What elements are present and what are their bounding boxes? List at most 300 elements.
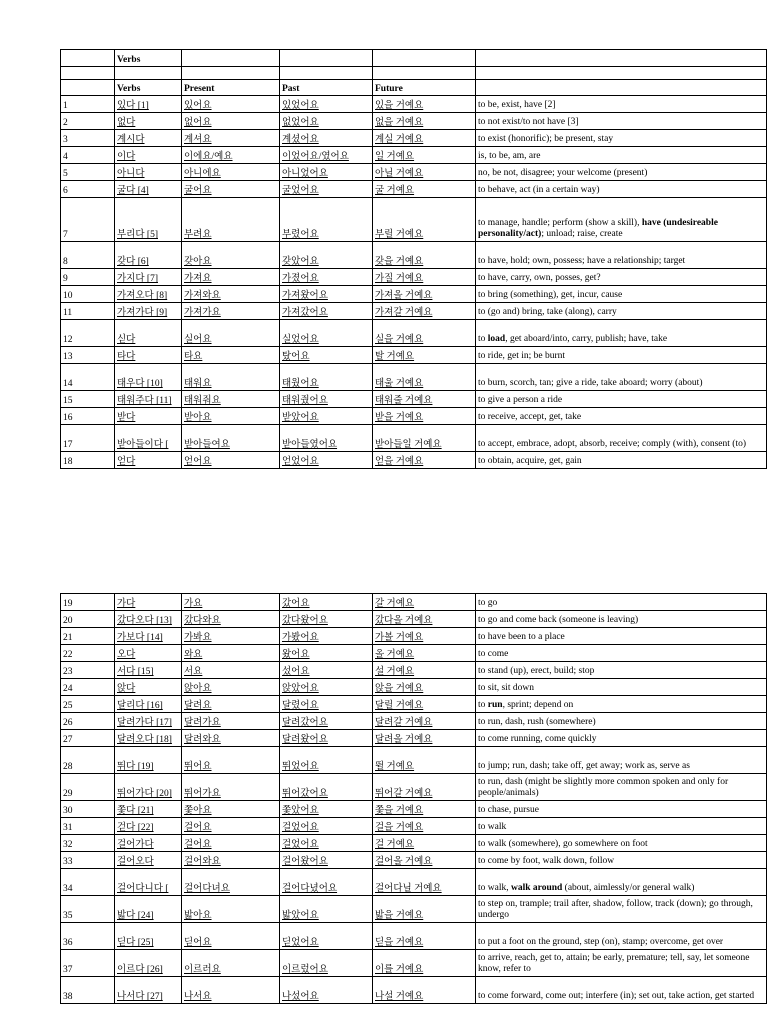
meaning-cell — [476, 391, 767, 408]
past-cell: 탔어요 — [280, 347, 373, 364]
meaning-text: to have been to a place — [478, 632, 565, 642]
meaning-cell — [476, 181, 767, 198]
meaning-text: to have, carry, own, posses, get? — [478, 273, 601, 283]
future-cell: 올 거예요 — [373, 645, 476, 662]
verb-cell: 부리다 [5] — [115, 198, 182, 242]
row-number-cell: 12 — [61, 320, 115, 347]
verb-row — [61, 774, 767, 801]
present-cell: 걸어다녀요 — [182, 869, 280, 896]
future-cell: 걸어올 거예요 — [373, 852, 476, 869]
present-cell: 받아요 — [182, 408, 280, 425]
past-cell: 달려왔어요 — [280, 730, 373, 747]
verb-row — [61, 713, 767, 730]
verb-cell: 가져오다 [8] — [115, 286, 182, 303]
verb-cell: 갔다오다 [13] — [115, 611, 182, 628]
past-cell: 걸어왔어요 — [280, 852, 373, 869]
meaning-cell — [476, 96, 767, 113]
future-cell: 없을 거예요 — [373, 113, 476, 130]
meaning-text: have (undesireable personality/act) — [478, 218, 718, 239]
present-cell: 받아들여요 — [182, 425, 280, 452]
row-number-cell: 35 — [61, 896, 115, 923]
verb-cell: 뛰어가다 [20] — [115, 774, 182, 801]
present-cell: 갔다와요 — [182, 611, 280, 628]
future-cell: 굴 거예요 — [373, 181, 476, 198]
meaning-text: to walk (somewhere), go somewhere on foot — [478, 839, 648, 849]
row-number-cell: 16 — [61, 408, 115, 425]
meaning-cell — [476, 628, 767, 645]
meaning-text: , sprint; depend on — [502, 700, 574, 710]
present-cell: 딛어요 — [182, 923, 280, 950]
meaning-cell — [476, 950, 767, 977]
future-cell: 가볼 거예요 — [373, 628, 476, 645]
verb-cell: 갖다 [6] — [115, 242, 182, 269]
future-cell: 쫓을 거예요 — [373, 801, 476, 818]
row-number-cell: 7 — [61, 198, 115, 242]
verb-row — [61, 364, 767, 391]
row-number-cell: 3 — [61, 130, 115, 147]
verb-cell: 앉다 — [115, 679, 182, 696]
row-number-cell: 21 — [61, 628, 115, 645]
meaning-cell — [476, 594, 767, 611]
meaning-cell — [476, 896, 767, 923]
future-cell: 이를 거예요 — [373, 950, 476, 977]
present-cell: 이에요/예요 — [182, 147, 280, 164]
verb-row — [61, 198, 767, 242]
past-cell: 계셨어요 — [280, 130, 373, 147]
present-cell: 얻어요 — [182, 452, 280, 469]
past-cell: 없었어요 — [280, 113, 373, 130]
row-number-cell: 22 — [61, 645, 115, 662]
verb-row — [61, 269, 767, 286]
meaning-cell — [476, 662, 767, 679]
meaning-cell — [476, 286, 767, 303]
verb-cell: 걷다 [22] — [115, 818, 182, 835]
row-number-cell: 17 — [61, 425, 115, 452]
meaning-text: to jump; run, dash; take off, get away; work as, serve as — [478, 761, 690, 771]
present-cell: 뛰어요 — [182, 747, 280, 774]
meaning-cell — [476, 818, 767, 835]
meaning-text: to put a foot on the ground, step (on), stamp; overcome, get over — [478, 937, 724, 947]
meaning-text: to receive, accept, get, take — [478, 412, 582, 422]
past-cell: 앉았어요 — [280, 679, 373, 696]
present-cell: 와요 — [182, 645, 280, 662]
meaning-cell — [476, 303, 767, 320]
verb-cell: 받아들이다 [ — [115, 425, 182, 452]
meaning-text: to stand (up), erect, build; stop — [478, 666, 595, 676]
past-cell: 굴었어요 — [280, 181, 373, 198]
past-cell: 걸었어요 — [280, 835, 373, 852]
row-number-cell: 37 — [61, 950, 115, 977]
meaning-text: to burn, scorch, tan; give a ride, take aboard; worry (about) — [478, 378, 703, 388]
present-cell: 가져와요 — [182, 286, 280, 303]
meaning-text: run — [487, 700, 503, 710]
verb-cell: 태우다 [10] — [115, 364, 182, 391]
future-cell: 달려올 거예요 — [373, 730, 476, 747]
title-row — [61, 50, 767, 67]
present-cell: 갖아요 — [182, 242, 280, 269]
past-cell: 달렸어요 — [280, 696, 373, 713]
meaning-cell — [476, 869, 767, 896]
past-cell: 밟았어요 — [280, 896, 373, 923]
future-cell: 설 거예요 — [373, 662, 476, 679]
verb-row — [61, 923, 767, 950]
verb-cell: 아니다 — [115, 164, 182, 181]
verb-row — [61, 286, 767, 303]
past-cell: 부렸어요 — [280, 198, 373, 242]
verb-row — [61, 452, 767, 469]
meaning-cell — [476, 425, 767, 452]
meaning-text: to come running, come quickly — [478, 734, 597, 744]
past-cell: 가봤어요 — [280, 628, 373, 645]
meaning-cell — [476, 242, 767, 269]
meaning-cell — [476, 679, 767, 696]
verb-cell: 딛다 [25] — [115, 923, 182, 950]
past-cell: 태웠어요 — [280, 364, 373, 391]
past-cell: 갔어요 — [280, 594, 373, 611]
meaning-text: to walk — [478, 822, 507, 832]
verb-row — [61, 852, 767, 869]
column-header-past: Past — [280, 80, 373, 96]
present-cell: 이르러요 — [182, 950, 280, 977]
future-cell: 얻을 거예요 — [373, 452, 476, 469]
verb-cell: 싣다 — [115, 320, 182, 347]
verb-row — [61, 113, 767, 130]
meaning-text: to chase, pursue — [478, 805, 539, 815]
row-number-cell: 19 — [61, 594, 115, 611]
column-header-future: Future — [373, 80, 476, 96]
meaning-text: ; unload; raise, create — [541, 229, 623, 239]
future-cell: 달릴 거예요 — [373, 696, 476, 713]
row-number-cell: 29 — [61, 774, 115, 801]
column-header-present: Present — [182, 80, 280, 96]
meaning-cell — [476, 713, 767, 730]
meaning-cell — [476, 347, 767, 364]
past-cell: 나섰어요 — [280, 977, 373, 1004]
meaning-text: to have, hold; own, possess; have a relationship; target — [478, 256, 686, 266]
past-cell: 섰어요 — [280, 662, 373, 679]
row-number-cell: 2 — [61, 113, 115, 130]
verb-cell: 달려오다 [18] — [115, 730, 182, 747]
past-cell: 이었어요/였어요 — [280, 147, 373, 164]
verb-cell: 받다 — [115, 408, 182, 425]
future-cell: 태워줄 거예요 — [373, 391, 476, 408]
future-cell: 일 거예요 — [373, 147, 476, 164]
row-number-cell: 25 — [61, 696, 115, 713]
meaning-text: (about, aimlessly/or general walk) — [562, 883, 695, 893]
verb-row — [61, 818, 767, 835]
verb-cell: 계시다 — [115, 130, 182, 147]
verb-cell: 얻다 — [115, 452, 182, 469]
meaning-text: to accept, embrace, adopt, absorb, receive; comply (with), consent (to) — [478, 439, 747, 449]
future-cell: 뛸 거예요 — [373, 747, 476, 774]
verb-cell: 가지다 [7] — [115, 269, 182, 286]
row-number-cell: 5 — [61, 164, 115, 181]
meaning-text: to run, dash, rush (somewhere) — [478, 717, 596, 727]
present-cell: 쫓아요 — [182, 801, 280, 818]
verb-row — [61, 242, 767, 269]
past-cell: 이르렀어요 — [280, 950, 373, 977]
meaning-text: to obtain, acquire, get, gain — [478, 456, 582, 466]
present-cell: 뛰어가요 — [182, 774, 280, 801]
past-cell: 받았어요 — [280, 408, 373, 425]
verb-row — [61, 320, 767, 347]
row-number-cell: 15 — [61, 391, 115, 408]
present-cell: 밟아요 — [182, 896, 280, 923]
meaning-text: to walk, — [478, 883, 511, 893]
past-cell: 가져갔어요 — [280, 303, 373, 320]
present-cell: 태워요 — [182, 364, 280, 391]
meaning-cell — [476, 408, 767, 425]
past-cell: 뛰었어요 — [280, 747, 373, 774]
verb-row — [61, 130, 767, 147]
present-cell: 달려가요 — [182, 713, 280, 730]
verb-cell: 태워주다 [11] — [115, 391, 182, 408]
verb-row — [61, 662, 767, 679]
future-cell: 갔다올 거예요 — [373, 611, 476, 628]
future-cell: 딛을 거예요 — [373, 923, 476, 950]
meaning-text: , get aboard/into, carry, publish; have, take — [505, 334, 668, 344]
future-cell: 태울 거예요 — [373, 364, 476, 391]
future-cell: 뛰어갈 거예요 — [373, 774, 476, 801]
verb-row — [61, 408, 767, 425]
future-cell: 아닐 거예요 — [373, 164, 476, 181]
future-cell: 달려갈 거예요 — [373, 713, 476, 730]
verb-cell: 있다 [1] — [115, 96, 182, 113]
row-number-cell: 27 — [61, 730, 115, 747]
verb-row — [61, 801, 767, 818]
row-number-cell: 6 — [61, 181, 115, 198]
meaning-cell — [476, 852, 767, 869]
verb-row — [61, 950, 767, 977]
meaning-cell — [476, 164, 767, 181]
row-number-cell: 36 — [61, 923, 115, 950]
future-cell: 밟을 거예요 — [373, 896, 476, 923]
verb-cell: 밟다 [24] — [115, 896, 182, 923]
meaning-text: to come — [478, 649, 509, 659]
present-cell: 걸어와요 — [182, 852, 280, 869]
verb-row — [61, 96, 767, 113]
verb-cell: 이다 — [115, 147, 182, 164]
meaning-cell — [476, 696, 767, 713]
meaning-cell — [476, 730, 767, 747]
past-cell: 갖았어요 — [280, 242, 373, 269]
present-cell: 가봐요 — [182, 628, 280, 645]
row-number-cell: 18 — [61, 452, 115, 469]
title-cell: Verbs — [115, 50, 182, 67]
verb-row — [61, 730, 767, 747]
future-cell: 걸 거예요 — [373, 835, 476, 852]
past-cell: 아니었어요 — [280, 164, 373, 181]
row-number-cell: 10 — [61, 286, 115, 303]
meaning-cell — [476, 320, 767, 347]
row-number-cell: 20 — [61, 611, 115, 628]
meaning-text: to come by foot, walk down, follow — [478, 856, 615, 866]
present-cell: 실어요 — [182, 320, 280, 347]
verb-cell: 가보다 [14] — [115, 628, 182, 645]
verb-row — [61, 679, 767, 696]
present-cell: 걸어요 — [182, 835, 280, 852]
future-cell: 탈 거예요 — [373, 347, 476, 364]
past-cell: 받아들였어요 — [280, 425, 373, 452]
past-cell: 왔어요 — [280, 645, 373, 662]
past-cell: 가졌어요 — [280, 269, 373, 286]
meaning-cell — [476, 611, 767, 628]
past-cell: 가져왔어요 — [280, 286, 373, 303]
future-cell: 가져올 거예요 — [373, 286, 476, 303]
meaning-cell — [476, 645, 767, 662]
meaning-text: load — [487, 334, 506, 344]
verb-row — [61, 391, 767, 408]
verb-cell: 나서다 [27] — [115, 977, 182, 1004]
row-number-cell: 33 — [61, 852, 115, 869]
meaning-text: to step on, trample; trail after, shadow, follow, track (down); go through, undergo — [478, 899, 753, 920]
present-cell: 가져가요 — [182, 303, 280, 320]
meaning-text: to behave, act (in a certain way) — [478, 185, 600, 195]
past-cell: 걸어다녔어요 — [280, 869, 373, 896]
past-cell: 달려갔어요 — [280, 713, 373, 730]
present-cell: 달려와요 — [182, 730, 280, 747]
verb-cell: 서다 [15] — [115, 662, 182, 679]
present-cell: 태워줘요 — [182, 391, 280, 408]
verb-cell: 굴다 [4] — [115, 181, 182, 198]
verb-cell: 이르다 [26] — [115, 950, 182, 977]
past-cell: 있었어요 — [280, 96, 373, 113]
present-cell: 걸어요 — [182, 818, 280, 835]
past-cell: 딛었어요 — [280, 923, 373, 950]
present-cell: 가요 — [182, 594, 280, 611]
meaning-cell — [476, 977, 767, 1004]
meaning-cell — [476, 130, 767, 147]
meaning-text: to go and come back (someone is leaving) — [478, 615, 639, 625]
verb-cell: 달리다 [16] — [115, 696, 182, 713]
meaning-text: to come forward, come out; interfere (in); set out, take action, get started — [478, 991, 755, 1001]
meaning-text: to manage, handle; perform (show a skill), — [478, 218, 642, 228]
verb-cell: 걸어가다 — [115, 835, 182, 852]
meaning-cell — [476, 923, 767, 950]
verb-cell: 걸어오다 — [115, 852, 182, 869]
verb-row — [61, 835, 767, 852]
future-cell: 앉을 거예요 — [373, 679, 476, 696]
row-number-cell: 28 — [61, 747, 115, 774]
verb-cell: 달려가다 [17] — [115, 713, 182, 730]
column-header-verbs: Verbs — [115, 80, 182, 96]
meaning-cell — [476, 198, 767, 242]
row-number-cell: 14 — [61, 364, 115, 391]
verb-row — [61, 645, 767, 662]
future-cell: 받을 거예요 — [373, 408, 476, 425]
meaning-text: to go — [478, 598, 498, 608]
meaning-text: to bring (something), get, incur, cause — [478, 290, 623, 300]
verb-table-2 — [60, 593, 767, 1004]
future-cell: 나설 거예요 — [373, 977, 476, 1004]
past-cell: 얻었어요 — [280, 452, 373, 469]
verb-row — [61, 896, 767, 923]
meaning-cell — [476, 835, 767, 852]
past-cell: 태워줬어요 — [280, 391, 373, 408]
meaning-text: to arrive, reach, get to, attain; be early, premature; tell, say, let someone know, refer to — [478, 953, 750, 974]
meaning-cell — [476, 801, 767, 818]
verb-row — [61, 628, 767, 645]
row-number-cell: 23 — [61, 662, 115, 679]
past-cell: 쫓았어요 — [280, 801, 373, 818]
verb-row — [61, 303, 767, 320]
past-cell: 뛰어갔어요 — [280, 774, 373, 801]
verb-cell: 가져가다 [9] — [115, 303, 182, 320]
present-cell: 서요 — [182, 662, 280, 679]
verb-cell: 가다 — [115, 594, 182, 611]
meaning-text: to sit, sit down — [478, 683, 534, 693]
future-cell: 있을 거예요 — [373, 96, 476, 113]
future-cell: 가질 거예요 — [373, 269, 476, 286]
present-cell: 없어요 — [182, 113, 280, 130]
future-cell: 받아들일 거예요 — [373, 425, 476, 452]
meaning-text: walk around — [510, 883, 563, 893]
present-cell: 굴어요 — [182, 181, 280, 198]
verb-row — [61, 425, 767, 452]
row-number-cell: 1 — [61, 96, 115, 113]
past-cell: 걸었어요 — [280, 818, 373, 835]
row-number-cell: 31 — [61, 818, 115, 835]
present-cell: 나서요 — [182, 977, 280, 1004]
future-cell: 걸을 거예요 — [373, 818, 476, 835]
verb-row — [61, 977, 767, 1004]
present-cell: 타요 — [182, 347, 280, 364]
blank-row — [61, 67, 767, 80]
verb-row — [61, 347, 767, 364]
verb-table-1 — [60, 49, 767, 469]
present-cell: 부려요 — [182, 198, 280, 242]
present-cell: 계셔요 — [182, 130, 280, 147]
future-cell: 계실 거예요 — [373, 130, 476, 147]
row-number-cell: 24 — [61, 679, 115, 696]
verb-row — [61, 147, 767, 164]
verb-row — [61, 164, 767, 181]
row-number-cell: 30 — [61, 801, 115, 818]
meaning-text: to — [478, 700, 488, 710]
meaning-text: to — [478, 334, 488, 344]
row-number-cell: 4 — [61, 147, 115, 164]
verb-row — [61, 696, 767, 713]
row-number-cell: 8 — [61, 242, 115, 269]
past-cell: 갔다왔어요 — [280, 611, 373, 628]
meaning-cell — [476, 747, 767, 774]
row-number-cell: 9 — [61, 269, 115, 286]
past-cell: 실었어요 — [280, 320, 373, 347]
meaning-text: to be, exist, have [2] — [478, 100, 556, 110]
meaning-cell — [476, 113, 767, 130]
meaning-text: to not exist/to not have [3] — [478, 117, 579, 127]
verb-cell: 쫓다 [21] — [115, 801, 182, 818]
present-cell: 있어요 — [182, 96, 280, 113]
verb-cell: 오다 — [115, 645, 182, 662]
future-cell: 걸어다닐 거예요 — [373, 869, 476, 896]
meaning-cell — [476, 774, 767, 801]
meaning-text: to ride, get in; be burnt — [478, 351, 566, 361]
row-number-cell: 11 — [61, 303, 115, 320]
verb-row — [61, 181, 767, 198]
present-cell: 가져요 — [182, 269, 280, 286]
verb-cell: 걸어다니다 [ — [115, 869, 182, 896]
row-number-cell: 38 — [61, 977, 115, 1004]
present-cell: 앉아요 — [182, 679, 280, 696]
meaning-text: is, to be, am, are — [478, 151, 541, 161]
verb-cell: 뛰다 [19] — [115, 747, 182, 774]
row-number-cell: 34 — [61, 869, 115, 896]
verb-row — [61, 869, 767, 896]
future-cell: 가져갈 거예요 — [373, 303, 476, 320]
future-cell: 실을 거예요 — [373, 320, 476, 347]
meaning-cell — [476, 452, 767, 469]
